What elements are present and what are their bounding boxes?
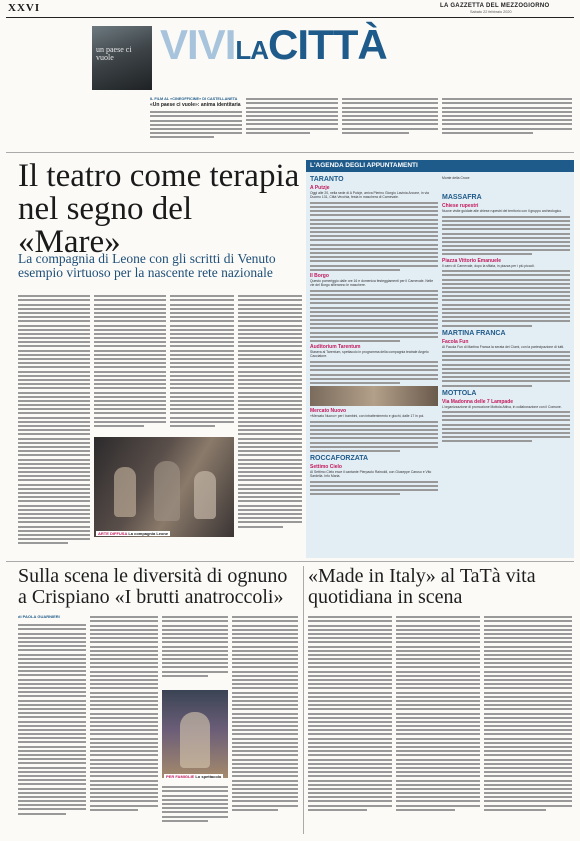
page-number: XXVI — [8, 2, 41, 14]
main-photo-caption — [96, 531, 170, 536]
agenda-col2-top-text: Monte della Croce — [442, 176, 470, 180]
agenda-header-text: L'AGENDA DEGLI APPUNTAMENTI — [310, 162, 418, 169]
promo-body-3 — [342, 96, 438, 148]
agenda-city-martina-franca: MARTINA FRANCA — [442, 329, 506, 337]
photo-figure-1 — [114, 467, 136, 517]
agenda-item-text: Oggi alle 20, nella sede di A Putzje, arriva Pierino Giorgio Lavinia Arcone, in via Duomo 131, Città Vecchia, festa in maschera di Carnevale. — [310, 191, 429, 200]
promo-body-4 — [442, 96, 572, 148]
agenda-item-text: Nuove visite guidate alle chiese rupestri del territorio con il gruppo archeologico. — [442, 209, 563, 214]
photo-figure-3 — [194, 471, 216, 519]
agenda-venue: Il Borgo — [310, 272, 329, 279]
agenda-item-text: L'organizzazione di promozione Mottola Attiva, in collaborazione con il Comune. — [442, 404, 562, 409]
agenda-city-taranto: TARANTO — [310, 176, 344, 183]
story3-headline: «Made in Italy» al TaTà vita quotidiana in scena — [308, 565, 536, 608]
section-title-la: LA — [235, 35, 269, 65]
promo-body-2 — [246, 96, 338, 148]
promo-bottom-rule — [6, 152, 574, 153]
main-subhead: La compagnia di Leone con gli scritti di Venuto esempio virtuoso per la nascente rete nazionale — [18, 251, 276, 280]
story2-photo-caption-text: Lo spettacolo — [195, 774, 222, 779]
agenda-city-massafra: MASSAFRA — [442, 194, 482, 202]
agenda-item-text: Il carro di Carnevale, dopo la sfilata, in piazza per i più piccoli. — [442, 263, 535, 268]
story2-byline: di PAOLA GUARNIERI — [18, 614, 60, 619]
main-body-col2 — [94, 293, 166, 433]
main-body-col3 — [170, 293, 234, 433]
section-title — [160, 21, 387, 71]
story2-photo — [162, 690, 228, 778]
agenda-venue: Mercato Nuovo — [310, 408, 347, 415]
agenda-venue: Via Madonna delle 7 Lampade — [442, 398, 514, 405]
main-photo-caption-label: ARTE DIFFUSA — [98, 531, 128, 536]
agenda-item-text: Stasera al Tarentum, spettacolo in programma della compagnia teatrale Angelo Cacciatore. — [310, 350, 429, 359]
agenda-header — [306, 160, 574, 172]
agenda-venue: Facola Fun — [442, 338, 469, 345]
agenda-venue: Chiese rupestri — [442, 203, 479, 210]
promo-photo — [92, 26, 152, 90]
main-photo-caption-text: La compagnia Leone — [128, 531, 169, 536]
agenda-col2 — [442, 176, 570, 445]
agenda-city-roccaforzata: ROCCAFORZATA — [310, 454, 369, 462]
agenda-venue: Settimo Cielo — [310, 463, 342, 470]
agenda-photo — [310, 386, 438, 406]
issue-date: Sabato 22 febbraio 2020 — [470, 10, 512, 14]
section-title-citta: CITTÀ — [268, 21, 387, 68]
agenda-venue: Piazza Vittorio Emanuele — [442, 257, 502, 264]
masthead-rule — [6, 17, 574, 18]
story3-divider — [303, 566, 304, 834]
main-headline: Il teatro come terapia nel segno del «Mare» — [18, 158, 300, 260]
story3-body-col3 — [484, 614, 572, 832]
story2-photo-caption — [164, 774, 223, 779]
section-title-vivi: VIVI — [160, 21, 236, 68]
story2-photo-figure — [180, 712, 210, 768]
agenda-col1 — [310, 176, 438, 497]
agenda-box — [306, 160, 574, 558]
story2-headline: Sulla scena le diversità di ognuno a Crispiano «I brutti anatroccoli» — [18, 565, 288, 608]
agenda-city-mottola: MOTTOLA — [442, 389, 477, 397]
story3-body-col1 — [308, 614, 392, 832]
main-body-col4 — [238, 293, 302, 553]
agenda-item-text: Questo pomeriggio dalle ore 16 e domenica festeggiamenti per il Carnevale. Nelle vie del Borgo sfileranno le maschere. — [310, 278, 434, 288]
promo-headline: «Un paese ci vuole»: anima identitaria — [150, 102, 241, 108]
photo-figure-2 — [154, 461, 180, 521]
agenda-item-text: «Mercato Nuovo» per i bambini, con intrattenimento e giochi, dalle 17 in poi. — [310, 414, 425, 419]
main-body-col1 — [18, 293, 90, 553]
story2-body-col2 — [90, 614, 158, 832]
agenda-venue: A Putzje — [310, 185, 330, 191]
story2-photo-caption-label: PER FAMIGLIE — [166, 774, 195, 779]
promo-photo-text: un paese ci vuole — [96, 45, 132, 62]
agenda-item-text: Al Settimo Cielo esce il cantante Pierpaolo Rainoldi, con Giuseppe Caruso e Vito Sardella. Info Maria. — [310, 469, 432, 479]
story2-body-col1 — [18, 622, 86, 832]
story2-body-col4 — [232, 614, 298, 832]
story3-body-col2 — [396, 614, 480, 832]
paper-name: LA GAZZETTA DEL MEZZOGIORNO — [440, 3, 550, 9]
story2-body-col3b — [162, 784, 228, 832]
promo-body-1 — [150, 109, 242, 149]
mid-page-rule — [6, 561, 574, 562]
agenda-venue: Auditorium Tarentum — [310, 344, 361, 351]
promo-kicker: IL FILM AL «CINEOFFICINE» DI CASTELLANETA — [150, 97, 238, 101]
story2-body-col3 — [162, 614, 228, 684]
agenda-item-text: Al Facola Fun di Martina Franca la serata dei Ciumi, con la partecipazione di tutti. — [442, 344, 565, 349]
main-story-photo — [94, 437, 234, 537]
